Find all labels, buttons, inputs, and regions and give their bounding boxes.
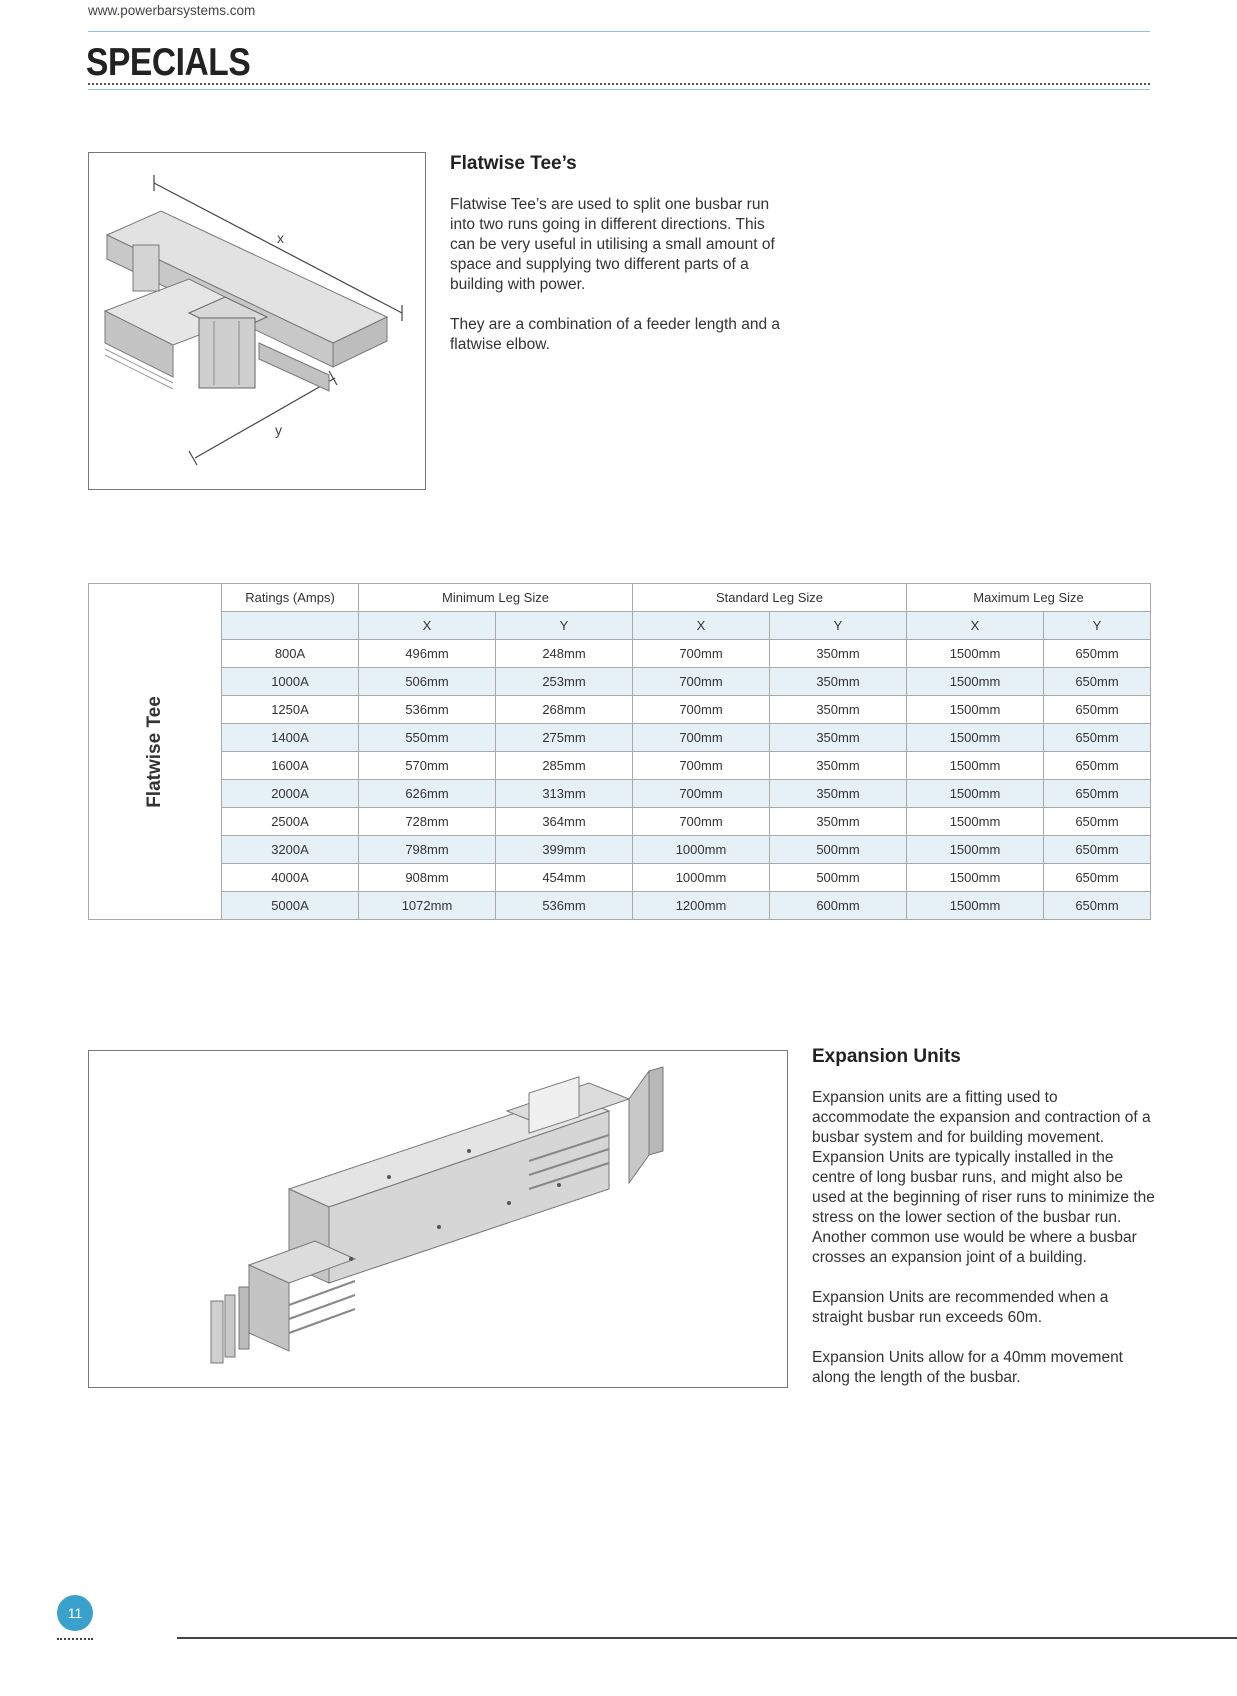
table-row bbox=[89, 752, 1151, 780]
cell-min-x: 728mm bbox=[359, 808, 496, 836]
cell-max-x: 1500mm bbox=[907, 668, 1044, 696]
cell-max-x: 1500mm bbox=[907, 724, 1044, 752]
cell-rating: 4000A bbox=[222, 864, 359, 892]
cell-max-y: 650mm bbox=[1044, 780, 1151, 808]
flatwise-tee-table bbox=[88, 583, 1151, 920]
cell-min-y: 268mm bbox=[496, 696, 633, 724]
subheader-std-x: X bbox=[633, 612, 770, 640]
table-row bbox=[89, 668, 1151, 696]
title-rule bbox=[88, 89, 1150, 90]
table-row bbox=[89, 724, 1151, 752]
cell-std-x: 1000mm bbox=[633, 864, 770, 892]
cell-max-y: 650mm bbox=[1044, 836, 1151, 864]
cell-max-y: 650mm bbox=[1044, 668, 1151, 696]
cell-std-y: 350mm bbox=[770, 752, 907, 780]
cell-max-y: 650mm bbox=[1044, 892, 1151, 920]
cell-max-x: 1500mm bbox=[907, 864, 1044, 892]
footer-rule bbox=[177, 1637, 1237, 1639]
cell-min-y: 248mm bbox=[496, 640, 633, 668]
cell-max-x: 1500mm bbox=[907, 780, 1044, 808]
cell-min-x: 570mm bbox=[359, 752, 496, 780]
table-row bbox=[89, 780, 1151, 808]
flatwise-tee-description bbox=[450, 195, 785, 375]
cell-min-x: 550mm bbox=[359, 724, 496, 752]
cell-std-x: 700mm bbox=[633, 808, 770, 836]
table-side-label-cell bbox=[89, 584, 222, 920]
subheader-std-y: Y bbox=[770, 612, 907, 640]
header-minimum-leg-size: Minimum Leg Size bbox=[359, 584, 633, 612]
cell-min-x: 496mm bbox=[359, 640, 496, 668]
subheader-max-x: X bbox=[907, 612, 1044, 640]
flatwise-tee-paragraph: Flatwise Tee’s are used to split one busbar run into two runs going in different directions. This can be very useful in utilising a small amount of space and supplying two different parts of a building with power. bbox=[450, 196, 775, 293]
flatwise-tee-image bbox=[88, 152, 426, 490]
cell-std-x: 700mm bbox=[633, 668, 770, 696]
expansion-units-title: Expansion Units bbox=[812, 1046, 961, 1067]
table-row bbox=[89, 808, 1151, 836]
table-row bbox=[89, 696, 1151, 724]
cell-rating: 800A bbox=[222, 640, 359, 668]
cell-max-x: 1500mm bbox=[907, 836, 1044, 864]
dim-x-label: x bbox=[277, 230, 284, 246]
cell-min-y: 454mm bbox=[496, 864, 633, 892]
cell-std-y: 500mm bbox=[770, 836, 907, 864]
cell-min-x: 908mm bbox=[359, 864, 496, 892]
cell-rating: 2500A bbox=[222, 808, 359, 836]
cell-std-x: 1200mm bbox=[633, 892, 770, 920]
cell-min-y: 536mm bbox=[496, 892, 633, 920]
cell-std-x: 700mm bbox=[633, 696, 770, 724]
cell-std-x: 700mm bbox=[633, 752, 770, 780]
website-url: www.powerbarsystems.com bbox=[88, 3, 256, 18]
cell-max-y: 650mm bbox=[1044, 808, 1151, 836]
header-rule bbox=[88, 31, 1150, 32]
table-row bbox=[89, 640, 1151, 668]
cell-std-x: 700mm bbox=[633, 780, 770, 808]
cell-max-x: 1500mm bbox=[907, 752, 1044, 780]
table-row bbox=[89, 892, 1151, 920]
cell-std-y: 500mm bbox=[770, 864, 907, 892]
cell-min-y: 313mm bbox=[496, 780, 633, 808]
table-side-label: Flatwise Tee bbox=[144, 695, 165, 808]
subheader-blank bbox=[222, 612, 359, 640]
expansion-units-description bbox=[812, 1088, 1157, 1408]
expansion-paragraph: Expansion Units are recommended when a straight busbar run exceeds 60m. bbox=[812, 1289, 1109, 1326]
cell-std-y: 350mm bbox=[770, 640, 907, 668]
page-number-dots bbox=[57, 1638, 93, 1640]
flatwise-tee-title: Flatwise Tee’s bbox=[450, 153, 577, 174]
subheader-min-y: Y bbox=[496, 612, 633, 640]
expansion-paragraph: Expansion Units allow for a 40mm movement along the length of the busbar. bbox=[812, 1349, 1123, 1386]
header-standard-leg-size: Standard Leg Size bbox=[633, 584, 907, 612]
cell-max-x: 1500mm bbox=[907, 808, 1044, 836]
header-maximum-leg-size: Maximum Leg Size bbox=[907, 584, 1151, 612]
cell-std-y: 350mm bbox=[770, 780, 907, 808]
cell-std-y: 350mm bbox=[770, 724, 907, 752]
cell-min-x: 626mm bbox=[359, 780, 496, 808]
flatwise-tee-paragraph: They are a combination of a feeder length and a flatwise elbow. bbox=[450, 316, 781, 353]
expansion-unit-image bbox=[88, 1050, 788, 1388]
cell-min-y: 364mm bbox=[496, 808, 633, 836]
cell-std-x: 700mm bbox=[633, 640, 770, 668]
cell-min-x: 1072mm bbox=[359, 892, 496, 920]
cell-rating: 2000A bbox=[222, 780, 359, 808]
cell-std-y: 600mm bbox=[770, 892, 907, 920]
cell-rating: 1250A bbox=[222, 696, 359, 724]
header-ratings: Ratings (Amps) bbox=[222, 584, 359, 612]
cell-min-y: 275mm bbox=[496, 724, 633, 752]
cell-min-x: 798mm bbox=[359, 836, 496, 864]
cell-max-y: 650mm bbox=[1044, 864, 1151, 892]
cell-max-y: 650mm bbox=[1044, 640, 1151, 668]
subheader-min-x: X bbox=[359, 612, 496, 640]
cell-min-x: 536mm bbox=[359, 696, 496, 724]
cell-std-x: 700mm bbox=[633, 724, 770, 752]
cell-std-y: 350mm bbox=[770, 696, 907, 724]
cell-rating: 1600A bbox=[222, 752, 359, 780]
cell-max-y: 650mm bbox=[1044, 752, 1151, 780]
dim-y-label: y bbox=[275, 422, 282, 438]
cell-max-y: 650mm bbox=[1044, 696, 1151, 724]
subheader-max-y: Y bbox=[1044, 612, 1151, 640]
cell-min-y: 399mm bbox=[496, 836, 633, 864]
cell-max-y: 650mm bbox=[1044, 724, 1151, 752]
cell-max-x: 1500mm bbox=[907, 892, 1044, 920]
table-row bbox=[89, 836, 1151, 864]
cell-rating: 3200A bbox=[222, 836, 359, 864]
cell-std-y: 350mm bbox=[770, 808, 907, 836]
cell-rating: 1000A bbox=[222, 668, 359, 696]
cell-max-x: 1500mm bbox=[907, 696, 1044, 724]
title-dotted-rule bbox=[88, 83, 1150, 85]
cell-rating: 1400A bbox=[222, 724, 359, 752]
cell-std-x: 1000mm bbox=[633, 836, 770, 864]
cell-min-y: 253mm bbox=[496, 668, 633, 696]
cell-min-y: 285mm bbox=[496, 752, 633, 780]
page-title: SPECIALS bbox=[86, 41, 251, 84]
cell-std-y: 350mm bbox=[770, 668, 907, 696]
page-number: 11 bbox=[57, 1595, 93, 1631]
table-row bbox=[89, 864, 1151, 892]
cell-rating: 5000A bbox=[222, 892, 359, 920]
expansion-paragraph: Expansion units are a fitting used to accommodate the expansion and contraction of a busbar system and for building movement. Expansion Units are typically installed in the centre of long busbar runs, and might also be used at the beginning of riser runs to minimize the stress on the lower section of the busbar run. Another common use would be where a busbar crosses an expansion joint of a building. bbox=[812, 1089, 1155, 1266]
cell-max-x: 1500mm bbox=[907, 640, 1044, 668]
cell-min-x: 506mm bbox=[359, 668, 496, 696]
